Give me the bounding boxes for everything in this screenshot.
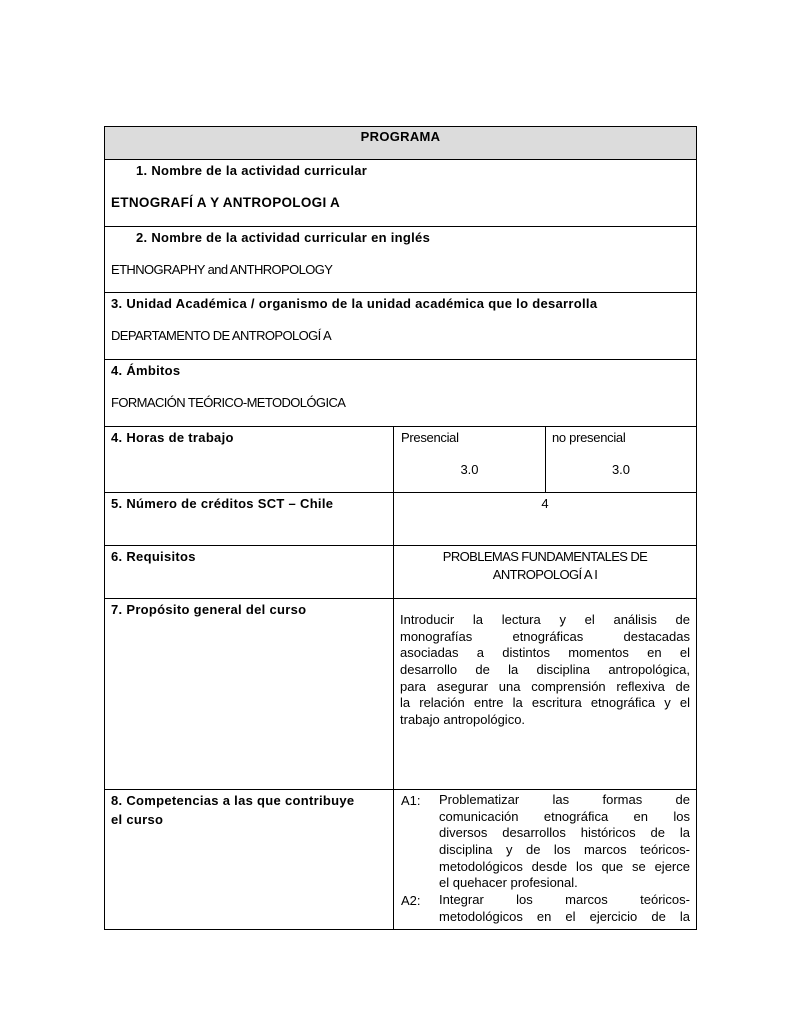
competencia-text bbox=[439, 792, 690, 892]
row-label: 4. Ámbitos bbox=[111, 363, 181, 378]
row-value: ETNOGRAFÍ A Y ANTROPOLOGI A bbox=[111, 195, 341, 210]
presencial-value: 3.0 bbox=[460, 462, 479, 477]
row-label: 5. Número de créditos SCT – Chile bbox=[111, 496, 334, 511]
row-value: FORMACIÓN TEÓRICO-METODOLÓGICA bbox=[111, 395, 346, 410]
row-label: 8. Competencias a las que contribuye bbox=[111, 793, 355, 808]
text-line: asociadas a distintos momentos en el bbox=[400, 645, 690, 661]
row-nombre-ingles bbox=[104, 226, 697, 293]
horas-no-presencial-cell bbox=[545, 426, 697, 493]
row-label: 3. Unidad Académica / organismo de la unidad académica que lo desarrolla bbox=[111, 296, 598, 311]
requisitos-label-cell bbox=[104, 545, 394, 599]
row-label: 2. Nombre de la actividad curricular en inglés bbox=[136, 230, 431, 245]
requisitos-value-cell bbox=[393, 545, 697, 599]
table-bottom-border bbox=[104, 929, 697, 930]
text-line: disciplina y de los marcos teóricos- bbox=[439, 842, 690, 858]
competencias-value-cell bbox=[393, 789, 697, 930]
creditos-value: 4 bbox=[541, 496, 549, 511]
horas-label-cell bbox=[104, 426, 394, 493]
no-presencial-label: no presencial bbox=[552, 430, 626, 445]
row-label: 6. Requisitos bbox=[111, 549, 196, 564]
header-title: PROGRAMA bbox=[360, 129, 441, 144]
creditos-value-cell bbox=[393, 492, 697, 546]
requisitos-line: PROBLEMAS FUNDAMENTALES DE bbox=[442, 549, 648, 564]
text-line: desarrollo de la disciplina antropológica, bbox=[400, 662, 690, 678]
text-line: monografías etnográficas destacadas bbox=[400, 628, 690, 644]
row-nombre bbox=[104, 159, 697, 227]
text-line: Problematizar las formas de bbox=[439, 792, 690, 807]
proposito-value-cell bbox=[393, 598, 697, 790]
text-line: el quehacer profesional. bbox=[439, 875, 578, 891]
requisitos-line: ANTROPOLOGÍ A I bbox=[492, 567, 598, 582]
competencias-label-cell bbox=[104, 789, 394, 930]
text-line: diversos desarrollos históricos de la bbox=[439, 825, 690, 841]
horas-presencial-cell bbox=[393, 426, 546, 493]
text-line: para asegurar una comprensión reflexiva de bbox=[400, 678, 690, 694]
text-line: metodológicos desde los que se ejerce bbox=[439, 858, 690, 874]
text-line: trabajo antropológico. bbox=[400, 712, 526, 728]
row-label: 1. Nombre de la actividad curricular bbox=[136, 163, 368, 178]
row-unidad bbox=[104, 292, 697, 360]
creditos-label-cell bbox=[104, 492, 394, 546]
proposito-text bbox=[400, 612, 690, 729]
text-line: metodológicos en el ejercicio de la bbox=[439, 908, 690, 924]
text-line: comunicación etnográfica en los bbox=[439, 808, 690, 824]
presencial-label: Presencial bbox=[401, 430, 459, 445]
row-label: 4. Horas de trabajo bbox=[111, 430, 234, 445]
row-ambitos bbox=[104, 359, 697, 427]
text-line: la relación entre la escritura etnográfica y el bbox=[400, 695, 690, 711]
competencia-text bbox=[439, 892, 690, 925]
row-label: 7. Propósito general del curso bbox=[111, 602, 307, 617]
row-value: ETHNOGRAPHY and ANTHROPOLOGY bbox=[111, 262, 333, 277]
table-header bbox=[104, 126, 697, 160]
no-presencial-value: 3.0 bbox=[611, 462, 631, 477]
row-label: el curso bbox=[111, 812, 164, 827]
text-line: Integrar los marcos teóricos- bbox=[439, 892, 690, 907]
competencia-code: A1: bbox=[401, 793, 421, 808]
text-line: Introducir la lectura y el análisis de bbox=[400, 612, 690, 627]
competencia-code: A2: bbox=[401, 893, 421, 908]
row-value: DEPARTAMENTO DE ANTROPOLOGÍ A bbox=[111, 328, 332, 343]
proposito-label-cell bbox=[104, 598, 394, 790]
